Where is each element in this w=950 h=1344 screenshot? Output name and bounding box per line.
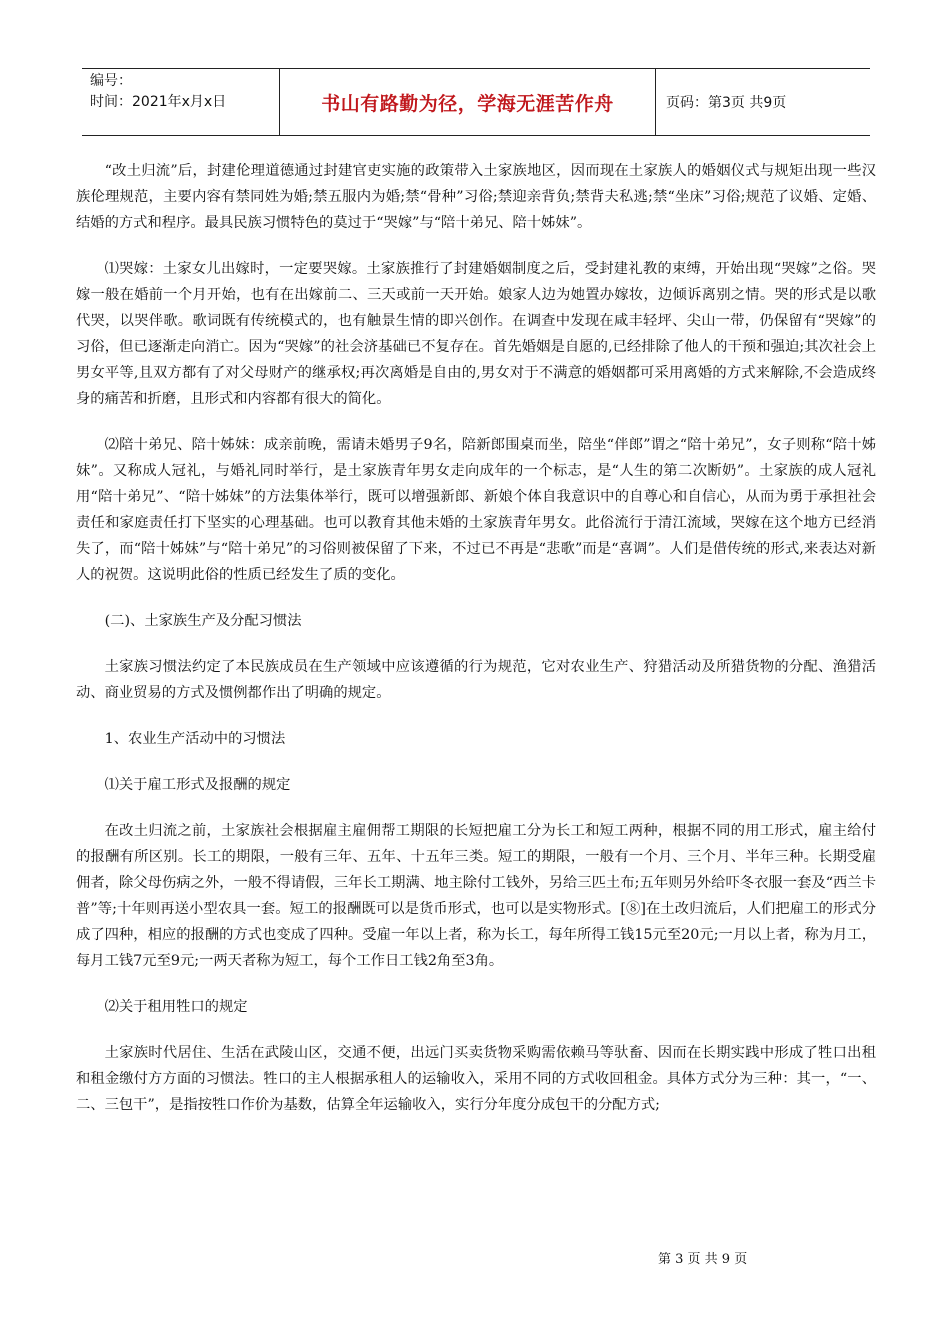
body-paragraph: 土家族时代居住、生活在武陵山区，交通不便，出远门买卖货物采购需依赖马等驮畜、因而在长期实践中形成了牲口出租和租金缴付方方面的习惯法。牲口的主人根据承租人的运输收入，采用不同的方式收回租金。具体方式分为三种：其一，“一、二、三包干”，是指按牲口作价为基数，估算全年运输收入，实行分年度分成包干的分配方式; bbox=[76, 1045, 876, 1113]
body-paragraph: 在改土归流之前，土家族社会根据雇主雇佣帮工期限的长短把雇工分为长工和短工两种，根据不同的用工形式，雇主给付的报酬有所区别。长工的期限，一般有三年、五年、十五年三类。短工的期限，一般有一个月、三个月、半年三种。长期受雇佣者，除父母伤病之外，一般不得请假，三年长工期满、地主除付工钱外，另给三匹土布;五年则另外给吓冬衣服一套及“西兰卡普”等;十年则再送小型农具一套。短工的报酬既可以是货币形式，也可以是实物形式。[⑧]在土改归流后，人们把雇工的形式分成了四种，相应的报酬的方式也变成了四种。受雇一年以上者，称为长工，每年所得工钱15元至20元;一月以上者，称为月工，每月工钱7元至9元;一两天者称为短工，每个工作日工钱2角至3角。 bbox=[76, 823, 876, 969]
document-body bbox=[76, 158, 876, 1138]
header-motto: 书山有路勤为径，学海无涯苦作舟 bbox=[280, 69, 656, 135]
body-paragraph: “改土归流”后，封建伦理道德通过封建官吏实施的政策带入土家族地区，因而现在土家族人的婚姻仪式与规矩出现一些汉族伦理规范，主要内容有禁同姓为婚;禁五服内为婚;禁“骨种”习俗;禁迎亲背负;禁背夫私逃;禁“坐床”习俗;规范了议婚、定婚、结婚的方式和程序。最具民族习惯特色的莫过于“哭嫁”与“陪十弟兄、陪十姊妹”。 bbox=[76, 163, 876, 231]
body-paragraph: ⑴哭嫁：土家女儿出嫁时，一定要哭嫁。土家族推行了封建婚姻制度之后，受封建礼教的束缚，开始出现“哭嫁”之俗。哭嫁一般在婚前一个月开始，也有在出嫁前二、三天或前一天开始。娘家人边为她置办嫁妆，边倾诉离别之情。哭的形式是以歌代哭，以哭伴歌。歌词既有传统模式的，也有触景生情的即兴创作。在调查中发现在咸丰轻坪、尖山一带，仍保留有“哭嫁”的习俗，但已逐渐走向消亡。因为“哭嫁”的社会济基础已不复存在。首先婚姻是自愿的,已经排除了他人的干预和强迫;其次社会上男女平等,且双方都有了对父母财产的继承权;再次离婚是自由的,男女对于不满意的婚姻都可采用离婚的方式来解除,不会造成终身的痛苦和折磨，且形式和内容都有很大的简化。 bbox=[76, 261, 876, 407]
header-info-cell bbox=[82, 69, 280, 135]
subsection-heading: ⑴关于雇工形式及报酬的规定 bbox=[104, 777, 291, 793]
document-time-label: 时间：2021年x月x日 bbox=[90, 94, 227, 110]
document-number-label: 编号： bbox=[90, 73, 132, 89]
footer-page-number: 第 3 页 共 9 页 bbox=[658, 1252, 748, 1267]
subsection-heading: 1、农业生产活动中的习惯法 bbox=[104, 731, 286, 747]
subsection-heading: ⑵关于租用牲口的规定 bbox=[104, 999, 248, 1015]
header-page-label: 页码：第3页 共9页 bbox=[666, 95, 787, 111]
body-paragraph: 土家族习惯法约定了本民族成员在生产领域中应该遵循的行为规范，它对农业生产、狩猎活动及所猎货物的分配、渔猎活动、商业贸易的方式及惯例都作出了明确的规定。 bbox=[76, 659, 876, 701]
body-paragraph: ⑵陪十弟兄、陪十姊妹：成亲前晚，需请未婚男子9名，陪新郎围桌而坐，陪坐“伴郎”谓之“陪十弟兄”，女子则称“陪十姊妹”。又称成人冠礼，与婚礼同时举行，是土家族青年男女走向成年的一个标志，是“人生的第二次断奶”。土家族的成人冠礼用“陪十弟兄”、“陪十姊妹”的方法集体举行，既可以增强新郎、新娘个体自我意识中的自尊心和自信心，从而为勇于承担社会责任和家庭责任打下坚实的心理基础。也可以教育其他未婚的土家族青年男女。此俗流行于清江流域，哭嫁在这个地方已经消失了，而“陪十姊妹”与“陪十弟兄”的习俗则被保留了下来，不过已不再是“悲歌”而是“喜调”。人们是借传统的形式,来表达对新人的祝贺。这说明此俗的性质已经发生了质的变化。 bbox=[76, 437, 876, 583]
section-heading: (二)、土家族生产及分配习惯法 bbox=[104, 613, 302, 629]
document-header bbox=[82, 68, 870, 136]
